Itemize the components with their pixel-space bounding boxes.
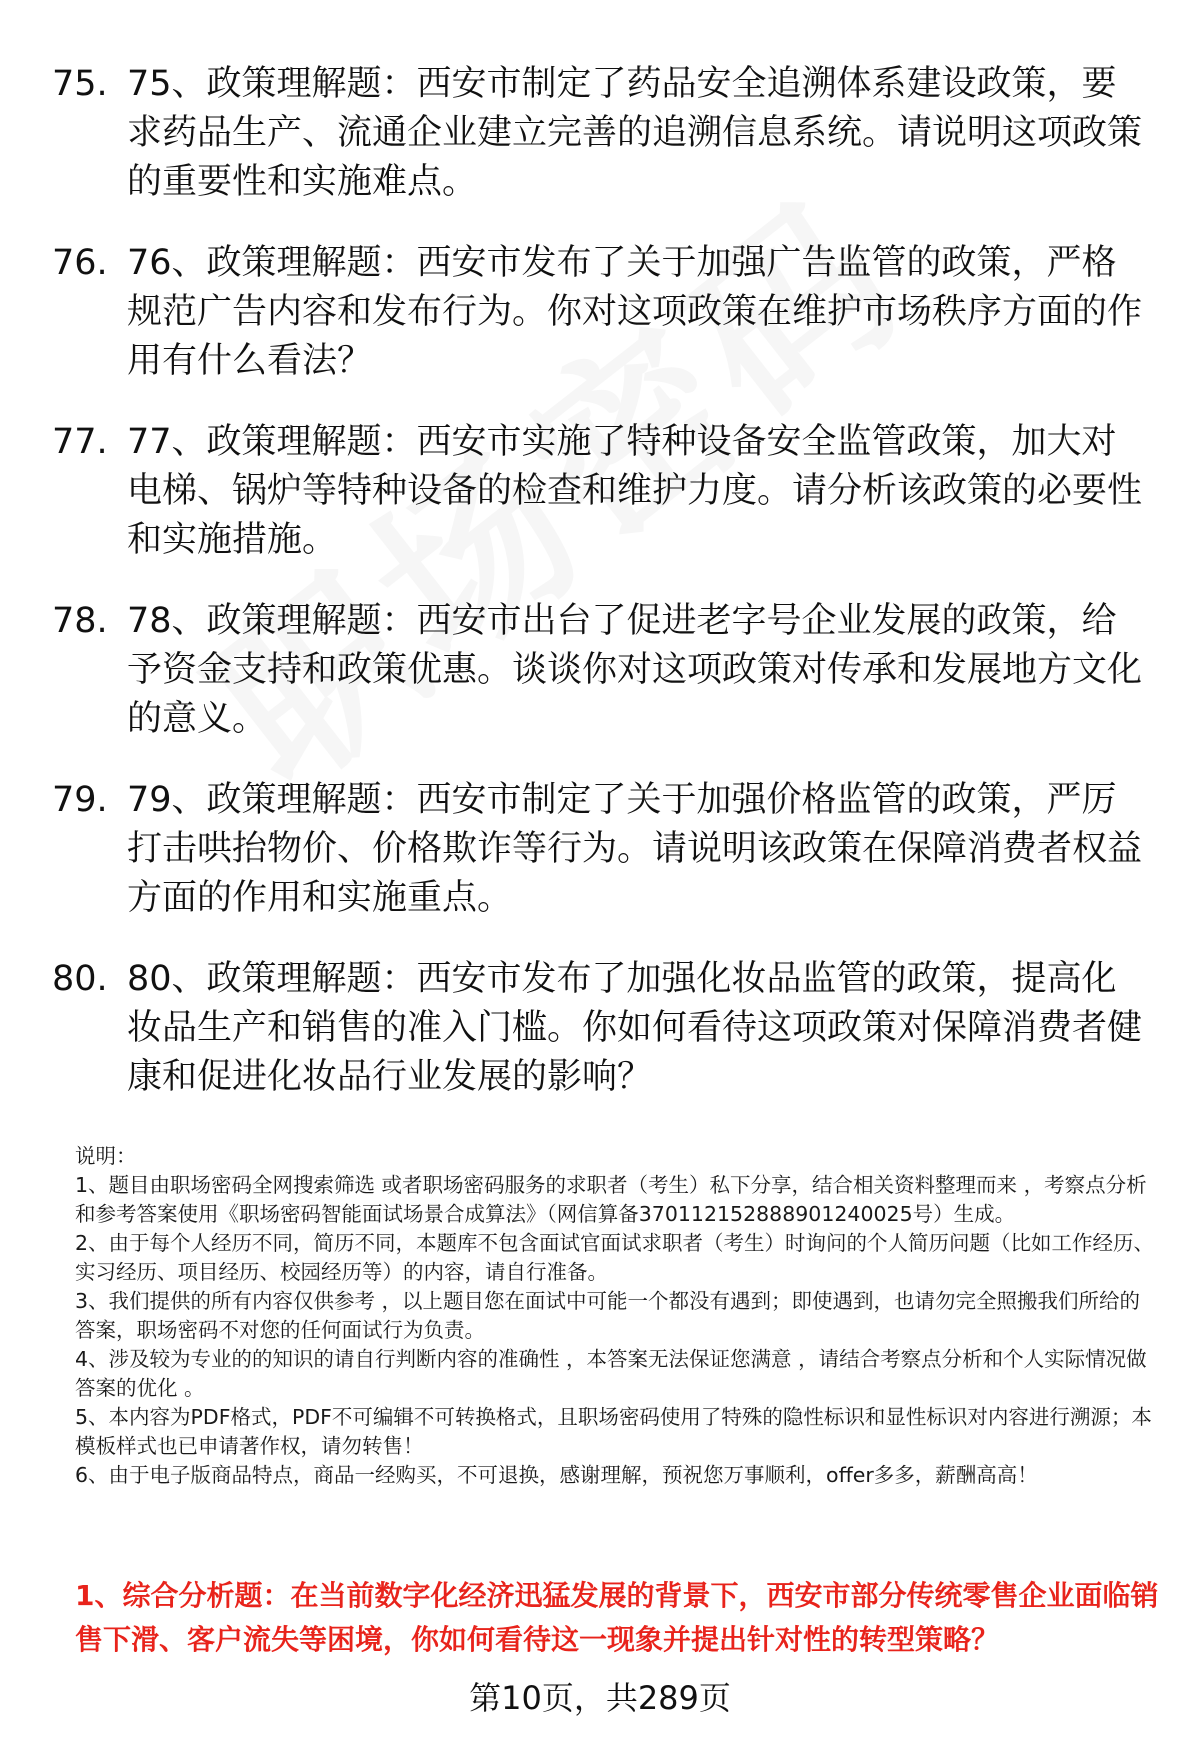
list-item <box>52 955 1142 1102</box>
list-item <box>52 239 1142 386</box>
question-text: 76、政策理解题：西安市发布了关于加强广告监管的政策，严格规范广告内容和发布行为。你对这项政策在维护市场秩序方面的作用有什么看法？ <box>127 243 1143 381</box>
question-text: 78、政策理解题：西安市出台了促进老字号企业发展的政策，给予资金支持和政策优惠。谈谈你对这项政策对传承和发展地方文化的意义。 <box>127 601 1143 739</box>
question-number: 78. <box>52 601 108 641</box>
question-number: 76. <box>52 243 108 283</box>
list-item <box>52 597 1142 744</box>
notes-section <box>75 1142 1155 1490</box>
note-item: 4、涉及较为专业的的知识的请自行判断内容的准确性 ，本答案无法保证您满意 ，请结合考察点分析和个人实际情况做答案的优化 。 <box>75 1347 1147 1400</box>
question-number: 79. <box>52 780 108 820</box>
note-item: 5、本内容为PDF格式，PDF不可编辑不可转换格式，且职场密码使用了特殊的隐性标识和显性标识对内容进行溯源；本模板样式也已申请著作权，请勿转售！ <box>75 1405 1152 1458</box>
page-number: 第10页，共289页 <box>469 1679 731 1717</box>
question-number: 75. <box>52 64 108 104</box>
note-item: 1、题目由职场密码全网搜索筛选 或者职场密码服务的求职者（考生）私下分享，结合相关资料整理而来 ，考察点分析和参考答案使用《职场密码智能面试场景合成算法》（网信算备370112152888901240025号）生成。 <box>75 1173 1147 1226</box>
question-text: 75、政策理解题：西安市制定了药品安全追溯体系建设政策，要求药品生产、流通企业建立完善的追溯信息系统。请说明这项政策的重要性和实施难点。 <box>127 64 1143 202</box>
list-item <box>52 60 1142 207</box>
note-item: 6、由于电子版商品特点，商品一经购买，不可退换，感谢理解，预祝您万事顺利，offer多多，薪酬高高！ <box>75 1463 1038 1487</box>
question-text: 77、政策理解题：西安市实施了特种设备安全监管政策，加大对电梯、锅炉等特种设备的检查和维护力度。请分析该政策的必要性和实施措施。 <box>127 422 1143 560</box>
question-text: 79、政策理解题：西安市制定了关于加强价格监管的政策，严厉打击哄抬物价、价格欺诈等行为。请说明该政策在保障消费者权益方面的作用和实施重点。 <box>127 780 1143 918</box>
list-item <box>52 776 1142 923</box>
question-text: 80、政策理解题：西安市发布了加强化妆品监管的政策，提高化妆品生产和销售的准入门槛。你如何看待这项政策对保障消费者健康和促进化妆品行业发展的影响？ <box>127 959 1143 1097</box>
question-number: 80. <box>52 959 108 999</box>
list-item <box>52 418 1142 565</box>
highlighted-question: 1、综合分析题：在当前数字化经济迅猛发展的背景下，西安市部分传统零售企业面临销售下滑、客户流失等困境，你如何看待这一现象并提出针对性的转型策略？ <box>75 1579 1159 1656</box>
question-list <box>52 60 1142 1134</box>
note-item: 3、我们提供的所有内容仅供参考 ，以上题目您在面试中可能一个都没有遇到；即使遇到，也请勿完全照搬我们所给的答案，职场密码不对您的任何面试行为负责。 <box>75 1289 1141 1342</box>
question-number: 77. <box>52 422 108 462</box>
notes-title: 说明： <box>75 1144 137 1168</box>
note-item: 2、由于每个人经历不同，简历不同，本题库不包含面试官面试求职者（考生）时询问的个人简历问题（比如工作经历、实习经历、项目经历、校园经历等）的内容，请自行准备。 <box>75 1231 1155 1284</box>
